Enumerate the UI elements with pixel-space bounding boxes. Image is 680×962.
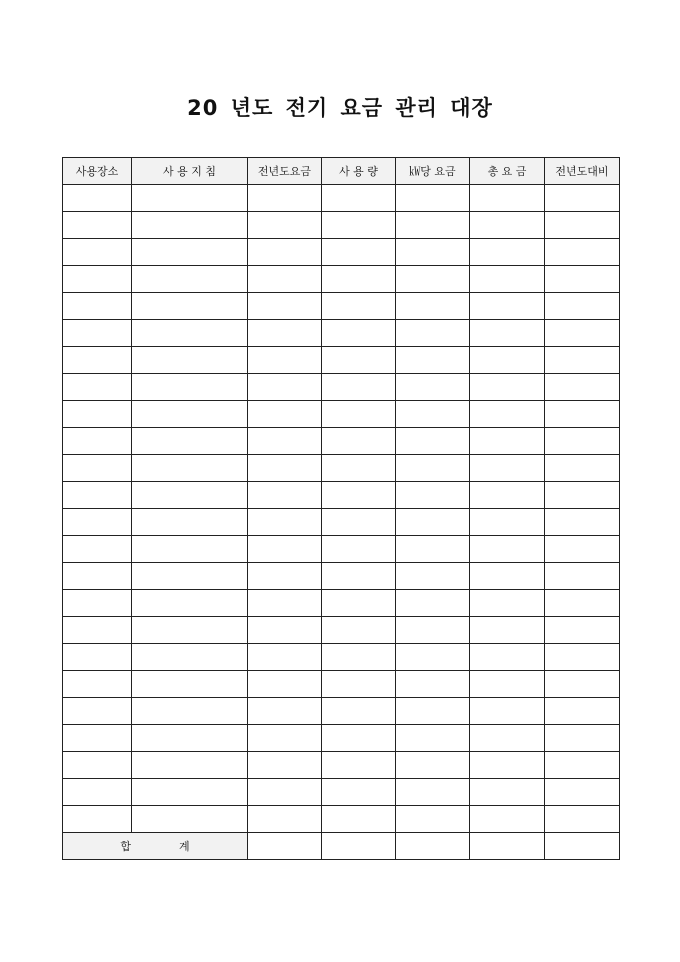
table-row	[63, 320, 620, 347]
table-cell-previous-year-fee[interactable]	[248, 293, 322, 320]
table-cell-fee-per-kw[interactable]	[396, 563, 470, 590]
table-cell-total-fee[interactable]	[470, 752, 545, 779]
total-row	[63, 833, 620, 860]
table-cell-previous-year-fee[interactable]	[248, 671, 322, 698]
table-cell-fee-per-kw[interactable]	[396, 725, 470, 752]
table-cell-fee-per-kw[interactable]	[396, 617, 470, 644]
column-header-usage: 사 용 량	[322, 158, 396, 185]
table-row	[63, 779, 620, 806]
table-cell-total-fee[interactable]	[470, 266, 545, 293]
table-row	[63, 293, 620, 320]
table-cell-location[interactable]	[63, 563, 132, 590]
table-cell-year-over-year[interactable]	[545, 806, 620, 833]
table-row	[63, 374, 620, 401]
table-cell-meter-reading[interactable]	[132, 590, 248, 617]
table-cell-total-fee[interactable]	[470, 617, 545, 644]
table-row	[63, 698, 620, 725]
table-cell-meter-reading[interactable]	[132, 671, 248, 698]
electricity-fee-ledger-table	[62, 157, 620, 860]
table-cell-usage[interactable]	[322, 347, 396, 374]
table-cell-location[interactable]	[63, 293, 132, 320]
table-row	[63, 752, 620, 779]
table-cell-total-fee[interactable]	[470, 806, 545, 833]
table-row	[63, 185, 620, 212]
table-cell-previous-year-fee[interactable]	[248, 374, 322, 401]
table-cell-total-fee[interactable]	[470, 509, 545, 536]
table-cell-location[interactable]	[63, 509, 132, 536]
table-cell-usage[interactable]	[322, 698, 396, 725]
table-cell-meter-reading[interactable]	[132, 509, 248, 536]
table-cell-location[interactable]	[63, 482, 132, 509]
table-cell-year-over-year[interactable]	[545, 239, 620, 266]
table-cell-meter-reading[interactable]	[132, 185, 248, 212]
table-cell-previous-year-fee[interactable]	[248, 455, 322, 482]
table-cell-year-over-year[interactable]	[545, 266, 620, 293]
total-cell-fee-per-kw[interactable]	[396, 833, 470, 860]
table-cell-fee-per-kw[interactable]	[396, 428, 470, 455]
table-cell-location[interactable]	[63, 590, 132, 617]
table-cell-total-fee[interactable]	[470, 563, 545, 590]
table-cell-total-fee[interactable]	[470, 698, 545, 725]
table-cell-total-fee[interactable]	[470, 644, 545, 671]
table-cell-total-fee[interactable]	[470, 293, 545, 320]
table-cell-fee-per-kw[interactable]	[396, 374, 470, 401]
table-cell-meter-reading[interactable]	[132, 698, 248, 725]
table-cell-meter-reading[interactable]	[132, 293, 248, 320]
table-cell-usage[interactable]	[322, 482, 396, 509]
table-cell-meter-reading[interactable]	[132, 725, 248, 752]
table-cell-meter-reading[interactable]	[132, 455, 248, 482]
column-header-total-fee: 총 요 금	[470, 158, 545, 185]
table-cell-location[interactable]	[63, 374, 132, 401]
table-cell-year-over-year[interactable]	[545, 590, 620, 617]
table-cell-usage[interactable]	[322, 536, 396, 563]
table-cell-fee-per-kw[interactable]	[396, 752, 470, 779]
table-cell-fee-per-kw[interactable]	[396, 455, 470, 482]
table-cell-location[interactable]	[63, 320, 132, 347]
table-cell-usage[interactable]	[322, 185, 396, 212]
table-cell-total-fee[interactable]	[470, 536, 545, 563]
table-cell-previous-year-fee[interactable]	[248, 779, 322, 806]
table-cell-total-fee[interactable]	[470, 347, 545, 374]
table-cell-previous-year-fee[interactable]	[248, 266, 322, 293]
table-row	[63, 509, 620, 536]
table-row	[63, 644, 620, 671]
table-cell-usage[interactable]	[322, 617, 396, 644]
table-body	[63, 185, 620, 833]
table-cell-usage[interactable]	[322, 725, 396, 752]
table-cell-location[interactable]	[63, 455, 132, 482]
table-cell-meter-reading[interactable]	[132, 320, 248, 347]
table-row	[63, 212, 620, 239]
table-row	[63, 536, 620, 563]
table-cell-usage[interactable]	[322, 293, 396, 320]
column-header-previous-year-fee: 전년도요금	[248, 158, 322, 185]
table-cell-fee-per-kw[interactable]	[396, 671, 470, 698]
table-cell-location[interactable]	[63, 725, 132, 752]
table-cell-year-over-year[interactable]	[545, 563, 620, 590]
table-cell-previous-year-fee[interactable]	[248, 725, 322, 752]
table-cell-previous-year-fee[interactable]	[248, 644, 322, 671]
table-cell-location[interactable]	[63, 752, 132, 779]
table-cell-total-fee[interactable]	[470, 428, 545, 455]
table-cell-location[interactable]	[63, 266, 132, 293]
table-cell-total-fee[interactable]	[470, 590, 545, 617]
column-header-year-over-year: 전년도대비	[545, 158, 620, 185]
table-row	[63, 617, 620, 644]
table-cell-fee-per-kw[interactable]	[396, 644, 470, 671]
table-cell-usage[interactable]	[322, 563, 396, 590]
table-cell-location[interactable]	[63, 644, 132, 671]
column-header-meter-reading: 사 용 지 침	[132, 158, 248, 185]
table-cell-total-fee[interactable]	[470, 725, 545, 752]
table-cell-total-fee[interactable]	[470, 671, 545, 698]
total-label-cell	[63, 833, 248, 860]
table-cell-usage[interactable]	[322, 779, 396, 806]
table-cell-location[interactable]	[63, 617, 132, 644]
total-cell-previous-year-fee[interactable]	[248, 833, 322, 860]
table-row	[63, 671, 620, 698]
table-cell-previous-year-fee[interactable]	[248, 509, 322, 536]
table-cell-year-over-year[interactable]	[545, 293, 620, 320]
table-cell-meter-reading[interactable]	[132, 779, 248, 806]
table-cell-total-fee[interactable]	[470, 239, 545, 266]
table-cell-year-over-year[interactable]	[545, 725, 620, 752]
table-row	[63, 347, 620, 374]
table-cell-previous-year-fee[interactable]	[248, 239, 322, 266]
table-cell-location[interactable]	[63, 806, 132, 833]
table-cell-year-over-year[interactable]	[545, 698, 620, 725]
table-cell-total-fee[interactable]	[470, 455, 545, 482]
table-row	[63, 482, 620, 509]
table-row	[63, 239, 620, 266]
table-cell-meter-reading[interactable]	[132, 401, 248, 428]
table-cell-meter-reading[interactable]	[132, 617, 248, 644]
table-cell-location[interactable]	[63, 185, 132, 212]
table-cell-year-over-year[interactable]	[545, 509, 620, 536]
table-cell-location[interactable]	[63, 347, 132, 374]
table-cell-fee-per-kw[interactable]	[396, 401, 470, 428]
table-cell-meter-reading[interactable]	[132, 644, 248, 671]
table-cell-previous-year-fee[interactable]	[248, 401, 322, 428]
table-cell-usage[interactable]	[322, 509, 396, 536]
table-cell-previous-year-fee[interactable]	[248, 536, 322, 563]
table-cell-fee-per-kw[interactable]	[396, 698, 470, 725]
table-cell-usage[interactable]	[322, 590, 396, 617]
table-cell-previous-year-fee[interactable]	[248, 185, 322, 212]
total-cell-year-over-year[interactable]	[545, 833, 620, 860]
table-cell-meter-reading[interactable]	[132, 482, 248, 509]
table-cell-year-over-year[interactable]	[545, 779, 620, 806]
table-row	[63, 563, 620, 590]
table-cell-fee-per-kw[interactable]	[396, 266, 470, 293]
table-cell-fee-per-kw[interactable]	[396, 212, 470, 239]
table-cell-usage[interactable]	[322, 266, 396, 293]
table-cell-previous-year-fee[interactable]	[248, 698, 322, 725]
table-cell-total-fee[interactable]	[470, 185, 545, 212]
table-cell-meter-reading[interactable]	[132, 752, 248, 779]
table-cell-usage[interactable]	[322, 374, 396, 401]
table-cell-fee-per-kw[interactable]	[396, 482, 470, 509]
table-cell-usage[interactable]	[322, 428, 396, 455]
table-cell-fee-per-kw[interactable]	[396, 509, 470, 536]
table-cell-meter-reading[interactable]	[132, 374, 248, 401]
table-cell-previous-year-fee[interactable]	[248, 752, 322, 779]
table-cell-previous-year-fee[interactable]	[248, 563, 322, 590]
table-cell-location[interactable]	[63, 698, 132, 725]
table-cell-previous-year-fee[interactable]	[248, 806, 322, 833]
column-header-location: 사용장소	[63, 158, 132, 185]
table-cell-year-over-year[interactable]	[545, 455, 620, 482]
table-cell-total-fee[interactable]	[470, 779, 545, 806]
table-cell-previous-year-fee[interactable]	[248, 212, 322, 239]
table-cell-year-over-year[interactable]	[545, 428, 620, 455]
table-cell-fee-per-kw[interactable]	[396, 320, 470, 347]
table-cell-previous-year-fee[interactable]	[248, 320, 322, 347]
table-row	[63, 590, 620, 617]
table-cell-year-over-year[interactable]	[545, 401, 620, 428]
table-cell-meter-reading[interactable]	[132, 212, 248, 239]
table-cell-usage[interactable]	[322, 212, 396, 239]
table-cell-usage[interactable]	[322, 671, 396, 698]
table-cell-fee-per-kw[interactable]	[396, 347, 470, 374]
table-cell-meter-reading[interactable]	[132, 239, 248, 266]
table-cell-previous-year-fee[interactable]	[248, 617, 322, 644]
table-cell-meter-reading[interactable]	[132, 428, 248, 455]
table-cell-previous-year-fee[interactable]	[248, 347, 322, 374]
table-cell-location[interactable]	[63, 671, 132, 698]
table-cell-year-over-year[interactable]	[545, 320, 620, 347]
table-cell-location[interactable]	[63, 212, 132, 239]
table-cell-fee-per-kw[interactable]	[396, 806, 470, 833]
table-cell-fee-per-kw[interactable]	[396, 239, 470, 266]
table-cell-fee-per-kw[interactable]	[396, 779, 470, 806]
table-cell-usage[interactable]	[322, 752, 396, 779]
table-cell-location[interactable]	[63, 536, 132, 563]
table-row	[63, 428, 620, 455]
total-label-second: 계	[179, 840, 190, 853]
total-cell-usage[interactable]	[322, 833, 396, 860]
table-cell-location[interactable]	[63, 779, 132, 806]
table-cell-meter-reading[interactable]	[132, 563, 248, 590]
table-cell-year-over-year[interactable]	[545, 671, 620, 698]
total-cell-total-fee[interactable]	[470, 833, 545, 860]
table-cell-meter-reading[interactable]	[132, 806, 248, 833]
table-header-row	[63, 158, 620, 185]
table-cell-usage[interactable]	[322, 401, 396, 428]
table-row	[63, 455, 620, 482]
table-cell-usage[interactable]	[322, 806, 396, 833]
total-label-first: 합	[120, 840, 131, 853]
table-cell-usage[interactable]	[322, 644, 396, 671]
table-cell-total-fee[interactable]	[470, 401, 545, 428]
table-cell-usage[interactable]	[322, 239, 396, 266]
table-cell-year-over-year[interactable]	[545, 212, 620, 239]
table-cell-location[interactable]	[63, 239, 132, 266]
table-cell-year-over-year[interactable]	[545, 347, 620, 374]
table-cell-previous-year-fee[interactable]	[248, 590, 322, 617]
table-row	[63, 266, 620, 293]
table-cell-usage[interactable]	[322, 320, 396, 347]
table-cell-year-over-year[interactable]	[545, 374, 620, 401]
table-cell-fee-per-kw[interactable]	[396, 590, 470, 617]
page-title: 20 년도 전기 요금 관리 대장	[187, 96, 493, 120]
table-cell-fee-per-kw[interactable]	[396, 185, 470, 212]
table-cell-previous-year-fee[interactable]	[248, 482, 322, 509]
table-row	[63, 806, 620, 833]
table-cell-previous-year-fee[interactable]	[248, 428, 322, 455]
table-cell-meter-reading[interactable]	[132, 536, 248, 563]
table-cell-meter-reading[interactable]	[132, 266, 248, 293]
table-row	[63, 401, 620, 428]
table-cell-location[interactable]	[63, 428, 132, 455]
table-cell-year-over-year[interactable]	[545, 617, 620, 644]
table-cell-year-over-year[interactable]	[545, 482, 620, 509]
table-cell-usage[interactable]	[322, 455, 396, 482]
table-row	[63, 725, 620, 752]
table-cell-total-fee[interactable]	[470, 374, 545, 401]
table-cell-year-over-year[interactable]	[545, 752, 620, 779]
table-cell-fee-per-kw[interactable]	[396, 293, 470, 320]
column-header-fee-per-kw: ㎾당 요금	[396, 158, 470, 185]
table-cell-total-fee[interactable]	[470, 212, 545, 239]
table-cell-fee-per-kw[interactable]	[396, 536, 470, 563]
table-cell-location[interactable]	[63, 401, 132, 428]
table-cell-year-over-year[interactable]	[545, 644, 620, 671]
table-cell-meter-reading[interactable]	[132, 347, 248, 374]
table-cell-total-fee[interactable]	[470, 320, 545, 347]
table-cell-year-over-year[interactable]	[545, 185, 620, 212]
table-cell-total-fee[interactable]	[470, 482, 545, 509]
table-cell-year-over-year[interactable]	[545, 536, 620, 563]
